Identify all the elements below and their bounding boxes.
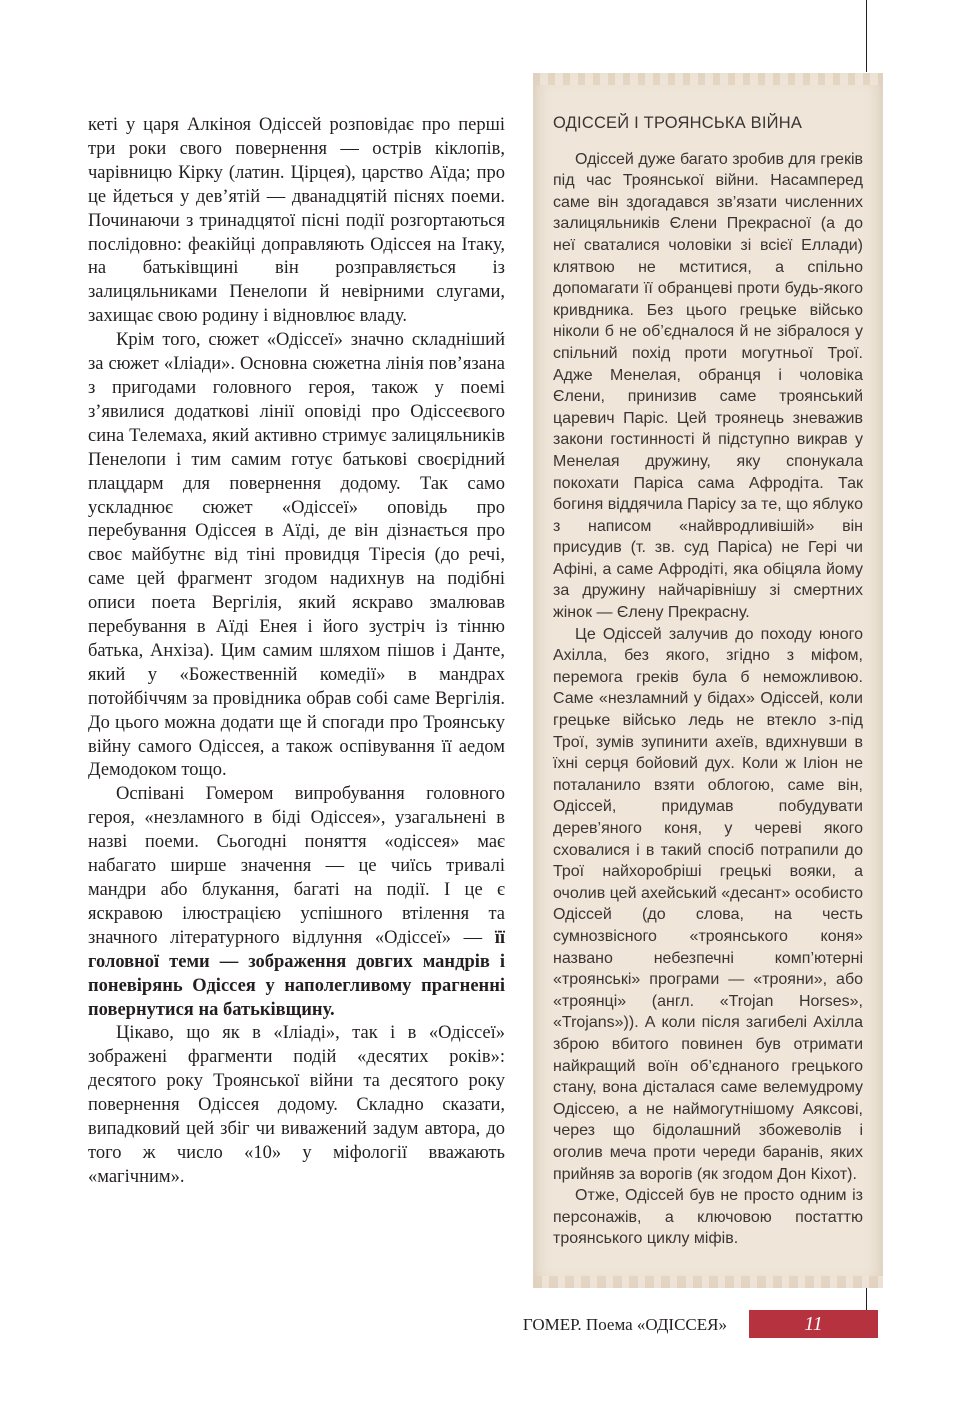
page-number-badge: 11	[749, 1310, 878, 1338]
sidebar-paragraph-1: Одіссей дуже багато зробив для греків під час Троянської війни. Насамперед саме він здогадався зв’язати численних залицяльників Єлени Прекрасної (а до неї сваталися чоловіки зі всієї Еллади) клятвою не мститися, а спільно допомагати її обранцеві проти будь-якого кривдника. Без цього грецьке військо ніколи б не об’єдналося й не зібралося у спільний похід проти могутньої Трої. Адже Менелая, обранця і чоловіка Єлени, принизив саме троянський царевич Паріс. Цей троянець зневажив закони гостинності й підступно викрав у Менелая дружину, яку спонукала покохати Паріса сама Афродіта. Так богиня віддячила Парісу за те, що яблуко з написом «найвродливішій» він присудив (т. зв. суд Паріса) не Гері чи Афіні, а саме Афродіті, яка обіцяла йому за дружину найчарівнішу зі смертних жінок — Єлену Прекрасну.	[553, 150, 863, 622]
main-paragraph-3-text: Оспівані Гомером випробування головного героя, «незламного в біді Одіссея», узагальнені в назві поеми. Сьогодні поняття «одіссея» має набагато ширше значення — це чиїсь тривалі мандри або блукання, багаті на події. І це є яскравою ілюстрацією успішного втілення та значного літературного відлуння «Одіссеї» —	[88, 784, 505, 948]
main-paragraph-4: Цікаво, що як в «Іліаді», так і в «Одіссеї» зображені фрагменти подій «десятих років»: десятого року Троянської війни та десятого року повернення Одіссея додому. Складно сказати, випадковий цей збіг чи виважений задум автора, до того ж число «10» у міфології вважають «магічним».	[88, 1023, 505, 1187]
sidebar-paragraph-2: Це Одіссей залучив до походу юного Ахілла, без якого, згідно з міфом, перемога греків була б неможливою. Саме «незламний у бідах» Одіссей, коли грецьке військо ледь не втекло з-під Трої, зумів зупинити ахеїв, вдихнувши в їхні серця бойовий дух. Коли ж Іліон не поталанило взяти облогою, саме він, Одіссей, придумав побудувати дерев’яного коня, у череві якого сховалися і в такий спосіб потрапили до Трої найхоробріші грецькі вояки, а очолив цей ахейський «десант» особисто Одіссей (до слова, на честь сумнозвісного «троянського коня» названо небезпечні комп’ютерні «троянські» програми — «трояни», або «троянці» (англ. «Trojan Horses», «Trojans»)). А коли після загибелі Ахілла зброю вбитого повинен був отримати найкращий воїн об’єднаного грецького стану, вона дісталася саме велемудрому Одіссею, а не наймогутнішому Аяксові, через що бідолашний збожеволів і оголив меча проти череди баранів, яких прийняв за ворогів (як згодом Дон Кіхот).	[553, 625, 863, 1183]
sidebar-paragraph-3: Отже, Одіссей був не просто одним із персонажів, а ключовою постаттю троянського циклу міфів.	[553, 1187, 863, 1248]
main-paragraph-1: кеті у царя Алкіноя Одіссей розповідає про перші три роки свого повернення — острів кіклопів, чарівницю Кірку (латин. Цірцея), царство Аїда; про це йдеться у дев’ятій — дванадцятій піснях поеми. Починаючи з тринадцятої пісні події розгортаються послідовно: феакійці доправляють Одіссея на Ітаку, на батьківщині він розправляється із залицяльниками Пенелопи й невірними слугами, захищає свою родину і відновлює владу.	[88, 115, 505, 327]
sidebar-box	[533, 73, 883, 1288]
sidebar-content	[553, 113, 863, 1250]
sidebar-title: ОДІССЕЙ І ТРОЯНСЬКА ВІЙНА	[553, 114, 803, 132]
page-corner-line	[866, 0, 867, 72]
main-paragraph-3-emphasis: її головної теми — зображення довгих мандрів і поневірянь Одіссея у наполегливому прагненні повернутися на батьківщину.	[88, 927, 505, 1020]
main-paragraph-2: Крім того, сюжет «Одіссеї» значно складніший за сюжет «Іліади». Основна сюжетна лінія пов’язана з пригодами головного героя, також у поемі з’явилися додаткові лінії оповіді про Одіссеєвого сина Телемаха, який активно стримує залицяльників Пенелопи і тим самим готує батькові своєрідний плацдарм для повернення додому. Так само ускладнює сюжет «Одіссеї» оповідь про перебування Одіссея в Аїді, де він дізнається про своє майбутнє від тіні провидця Тіресія (до речі, саме цей фрагмент згодом надихнув на подібні описи поета Вергілія, який яскраво змалював перебування в Аїді Енея і його зустріч із тінню батька, Анхіза). Цим самим шляхом пішов і Данте, який у «Божественній комедії» в мандрах потойбіччям за провідника обрав собі саме Вергілія. До цього можна додати ще й спогади про Троянську війну самого Одіссея, а також оспівування її аедом Демодоком тощо.	[88, 330, 505, 781]
main-paragraph-3	[88, 783, 505, 1022]
running-footer-title: ГОМЕР. Поема «ОДІССЕЯ»	[522, 1315, 727, 1334]
main-text-column	[88, 114, 505, 1190]
